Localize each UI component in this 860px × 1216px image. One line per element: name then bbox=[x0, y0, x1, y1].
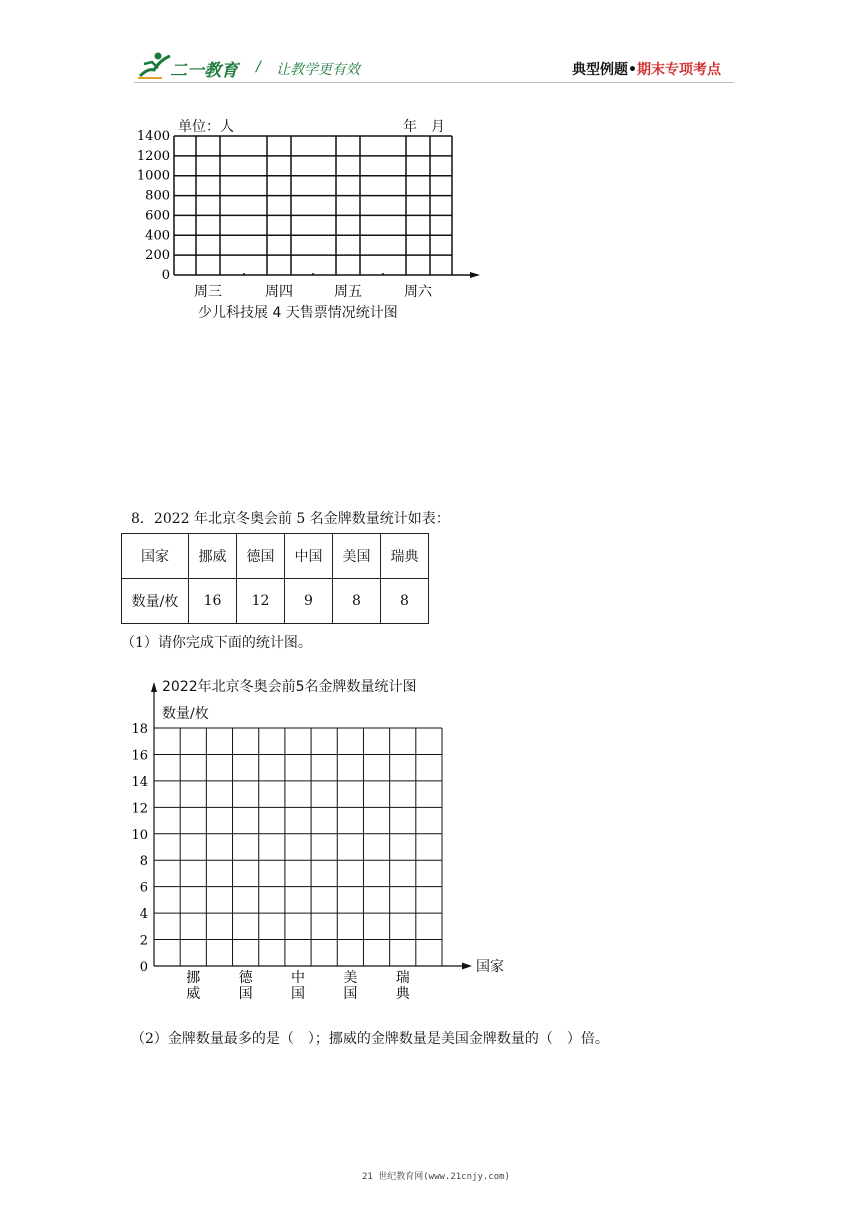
chart1-y-tick-label: 400 bbox=[145, 228, 170, 244]
chart2-y-tick-label: 16 bbox=[131, 748, 148, 764]
chart2-category-label-top: 挪 bbox=[186, 970, 201, 986]
medal-table-header-row bbox=[122, 534, 429, 579]
question-8-prompt: 8．2022 年北京冬奥会前 5 名金牌数量统计如表： bbox=[131, 511, 450, 527]
chart1-y-tick-label: 1400 bbox=[136, 129, 170, 144]
medal-table-value-cell: 9 bbox=[285, 579, 333, 624]
header-slogan: 让教学更有效 bbox=[276, 62, 360, 78]
chart2-category-label-bottom: 典 bbox=[395, 986, 410, 1002]
chart2-category-label-top: 瑞 bbox=[395, 970, 410, 986]
chart2-y-axis-arrow bbox=[151, 682, 157, 692]
question-8-sub2: （2）金牌数量最多的是（ ）；挪威的金牌数量是美国金牌数量的（ ）倍。 bbox=[131, 1031, 609, 1047]
chart2-category-label-top: 德 bbox=[238, 970, 253, 986]
medal-table-value-row bbox=[122, 579, 429, 624]
chart2-y-label: 数量/枚 bbox=[162, 706, 209, 722]
chart2-category-label-top: 中 bbox=[291, 970, 305, 986]
chart2-x-label: 国家 bbox=[476, 959, 504, 975]
chart2-category-label-bottom: 国 bbox=[343, 986, 358, 1002]
chart2-y-tick-label: 10 bbox=[131, 827, 148, 843]
chart1-y-tick-label: 1000 bbox=[136, 168, 170, 184]
header-right-title bbox=[572, 59, 721, 79]
chart1-x-axis-arrow bbox=[470, 272, 480, 278]
chart2 bbox=[110, 672, 530, 1012]
medal-table-value-cell: 12 bbox=[237, 579, 285, 624]
chart1-category-label: 周四 bbox=[265, 284, 293, 300]
chart2-category-label-top: 美 bbox=[343, 970, 358, 986]
header-right-prefix: 典型例题• bbox=[572, 62, 637, 78]
chart1-y-tick-label: 0 bbox=[161, 268, 170, 283]
chart2-y-tick-label: 14 bbox=[131, 774, 148, 790]
chart2-category-label-bottom: 威 bbox=[186, 986, 201, 1002]
header-divider bbox=[134, 82, 734, 83]
chart1-y-tick-label: 1200 bbox=[136, 148, 170, 164]
medal-table-header-cell: 德国 bbox=[237, 534, 285, 579]
chart1-title: 少儿科技展 4 天售票情况统计图 bbox=[198, 305, 398, 321]
chart2-title: 2022年北京冬奥会前5名金牌数量统计图 bbox=[162, 679, 417, 695]
medal-table-header-cell: 国家 bbox=[122, 534, 189, 579]
header bbox=[0, 0, 860, 90]
medal-table bbox=[121, 533, 429, 624]
footer: 21 世纪教育网(www.21cnjy.com) bbox=[362, 1172, 510, 1182]
chart2-y-tick-label: 2 bbox=[139, 933, 148, 949]
medal-table-value-cell: 8 bbox=[381, 579, 429, 624]
chart1-y-tick-label: 200 bbox=[145, 248, 170, 264]
chart1-date-label: 年 月 bbox=[403, 119, 445, 135]
header-separator: / bbox=[256, 59, 261, 75]
logo-text: 二一教育 bbox=[170, 61, 238, 81]
chart2-y-tick-label: 4 bbox=[139, 907, 148, 923]
chart2-svg bbox=[110, 672, 530, 1012]
medal-table-value-cell: 8 bbox=[333, 579, 381, 624]
medal-table-header-cell: 瑞典 bbox=[381, 534, 429, 579]
chart1-unit-label: 单位：人 bbox=[178, 119, 234, 135]
chart2-y-tick-label: 0 bbox=[139, 960, 148, 975]
medal-table-row-label: 数量/枚 bbox=[122, 579, 189, 624]
medal-table-header-cell: 中国 bbox=[285, 534, 333, 579]
chart1-category-label: 周五 bbox=[334, 284, 362, 300]
medal-table-header-cell: 美国 bbox=[333, 534, 381, 579]
chart2-y-tick-label: 12 bbox=[131, 801, 148, 817]
chart1-category-label: 周六 bbox=[404, 284, 432, 300]
question-8-sub1: （1）请你完成下面的统计图。 bbox=[121, 635, 312, 651]
chart1 bbox=[130, 112, 490, 322]
header-right-highlight: 期末专项考点 bbox=[636, 62, 721, 78]
chart1-y-tick-label: 600 bbox=[145, 208, 170, 224]
chart2-category-label-bottom: 国 bbox=[291, 986, 305, 1002]
medal-table-value-cell: 16 bbox=[189, 579, 237, 624]
medal-table-header-cell: 挪威 bbox=[189, 534, 237, 579]
chart1-svg bbox=[130, 112, 490, 322]
chart2-x-axis-arrow bbox=[462, 963, 472, 970]
chart1-y-tick-label: 800 bbox=[145, 188, 170, 204]
chart2-category-label-bottom: 国 bbox=[238, 986, 253, 1002]
logo-runner-icon bbox=[136, 50, 172, 80]
chart2-y-tick-label: 18 bbox=[131, 722, 148, 737]
chart2-y-tick-label: 8 bbox=[139, 854, 148, 870]
chart2-y-tick-label: 6 bbox=[139, 880, 148, 896]
chart1-category-label: 周三 bbox=[194, 284, 222, 300]
